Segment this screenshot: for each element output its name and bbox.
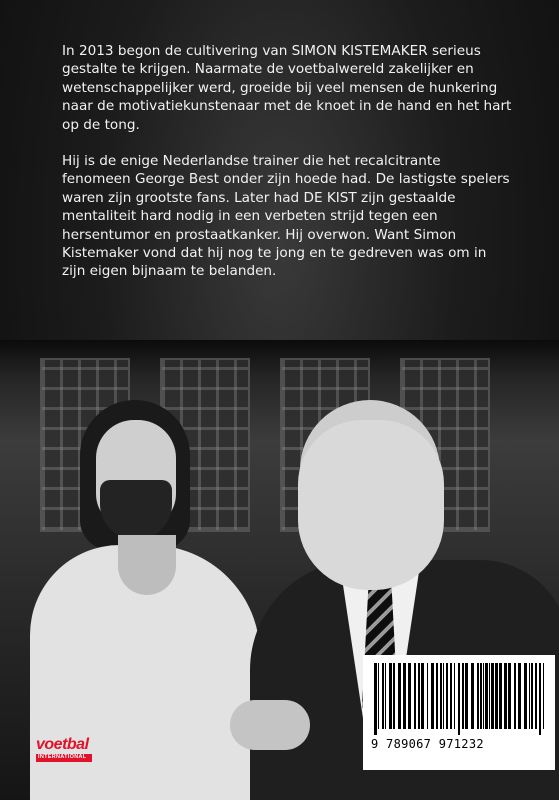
barcode-bar [458, 663, 460, 735]
barcode-bar [374, 663, 377, 735]
barcode-bar [531, 663, 533, 729]
barcode-bar [431, 663, 434, 729]
barcode-bar [378, 663, 379, 729]
barcode-bar [418, 663, 420, 729]
barcode-bar [499, 663, 502, 729]
publisher-logo [36, 737, 96, 762]
barcode-bar [480, 663, 482, 729]
left-person-neck [118, 535, 176, 595]
right-person-face [298, 420, 444, 590]
barcode-bar [462, 663, 464, 729]
barcode-bar [414, 663, 416, 729]
barcode-bar [539, 663, 541, 735]
barcode-bar [529, 663, 530, 729]
barcode-bar [495, 663, 498, 729]
barcode-bar [443, 663, 444, 729]
barcode-bar [485, 663, 488, 729]
barcode-bar [489, 663, 490, 729]
barcode-bar [385, 663, 386, 729]
isbn-barcode [363, 655, 555, 770]
barcode-bar [389, 663, 392, 729]
barcode-bar [508, 663, 511, 729]
barcode-bar [436, 663, 438, 729]
barcode-bar [446, 663, 448, 729]
cover-blurb [62, 42, 512, 299]
barcode-bar [398, 663, 401, 729]
barcode-bar [403, 663, 406, 729]
barcode-bar [514, 663, 516, 729]
publisher-logo-top: voetbal [36, 736, 89, 753]
barcode-bar [504, 663, 507, 729]
barcode-bar [427, 663, 428, 729]
barcode-bar [450, 663, 452, 729]
barcode-bar [543, 663, 544, 729]
barcode-bar [421, 663, 424, 729]
barcode-bars [372, 663, 546, 735]
publisher-logo-bottom: INTERNATIONAL [36, 754, 92, 762]
barcode-bar [518, 663, 521, 729]
barcode-bar [465, 663, 468, 729]
blurb-paragraph-1: In 2013 begon de cultivering van SIMON KISTEMAKER serieus gestalte te krijgen. Naarmate de voetbalwereld zakelijker en wetenschappelijker werd, groeide bij veel mensen de hunkering naar de motivatiekunstenaar met de knoet in de hand en het hart op de tong. [62, 43, 512, 133]
barcode-bar [440, 663, 442, 729]
barcode-bar [535, 663, 537, 729]
blurb-paragraph-2: Hij is de enige Nederlandse trainer die het recalcitrante fenomeen George Best onder zijn hoede had. De lastigste spelers waren zijn grootste fans. Later had DE KIST zijn gestaalde mentaliteit hard nodig in een verbeten strijd tegen een hersentumor en prostaatkanker. Hij overwon. Want Simon Kistemaker vond dat hij nog te jong en te gedreven was om in zijn eigen bijnaam te belanden. [62, 153, 510, 280]
barcode-bar [524, 663, 527, 729]
handshake [230, 700, 310, 750]
barcode-bar [477, 663, 479, 729]
barcode-bar [483, 663, 484, 729]
barcode-bar [408, 663, 411, 729]
barcode-bar [382, 663, 384, 729]
barcode-bar [491, 663, 494, 729]
barcode-bar [393, 663, 395, 729]
barcode-bar [471, 663, 474, 729]
isbn-number: 9 789067 971232 [371, 737, 484, 751]
barcode-bar [454, 663, 455, 729]
